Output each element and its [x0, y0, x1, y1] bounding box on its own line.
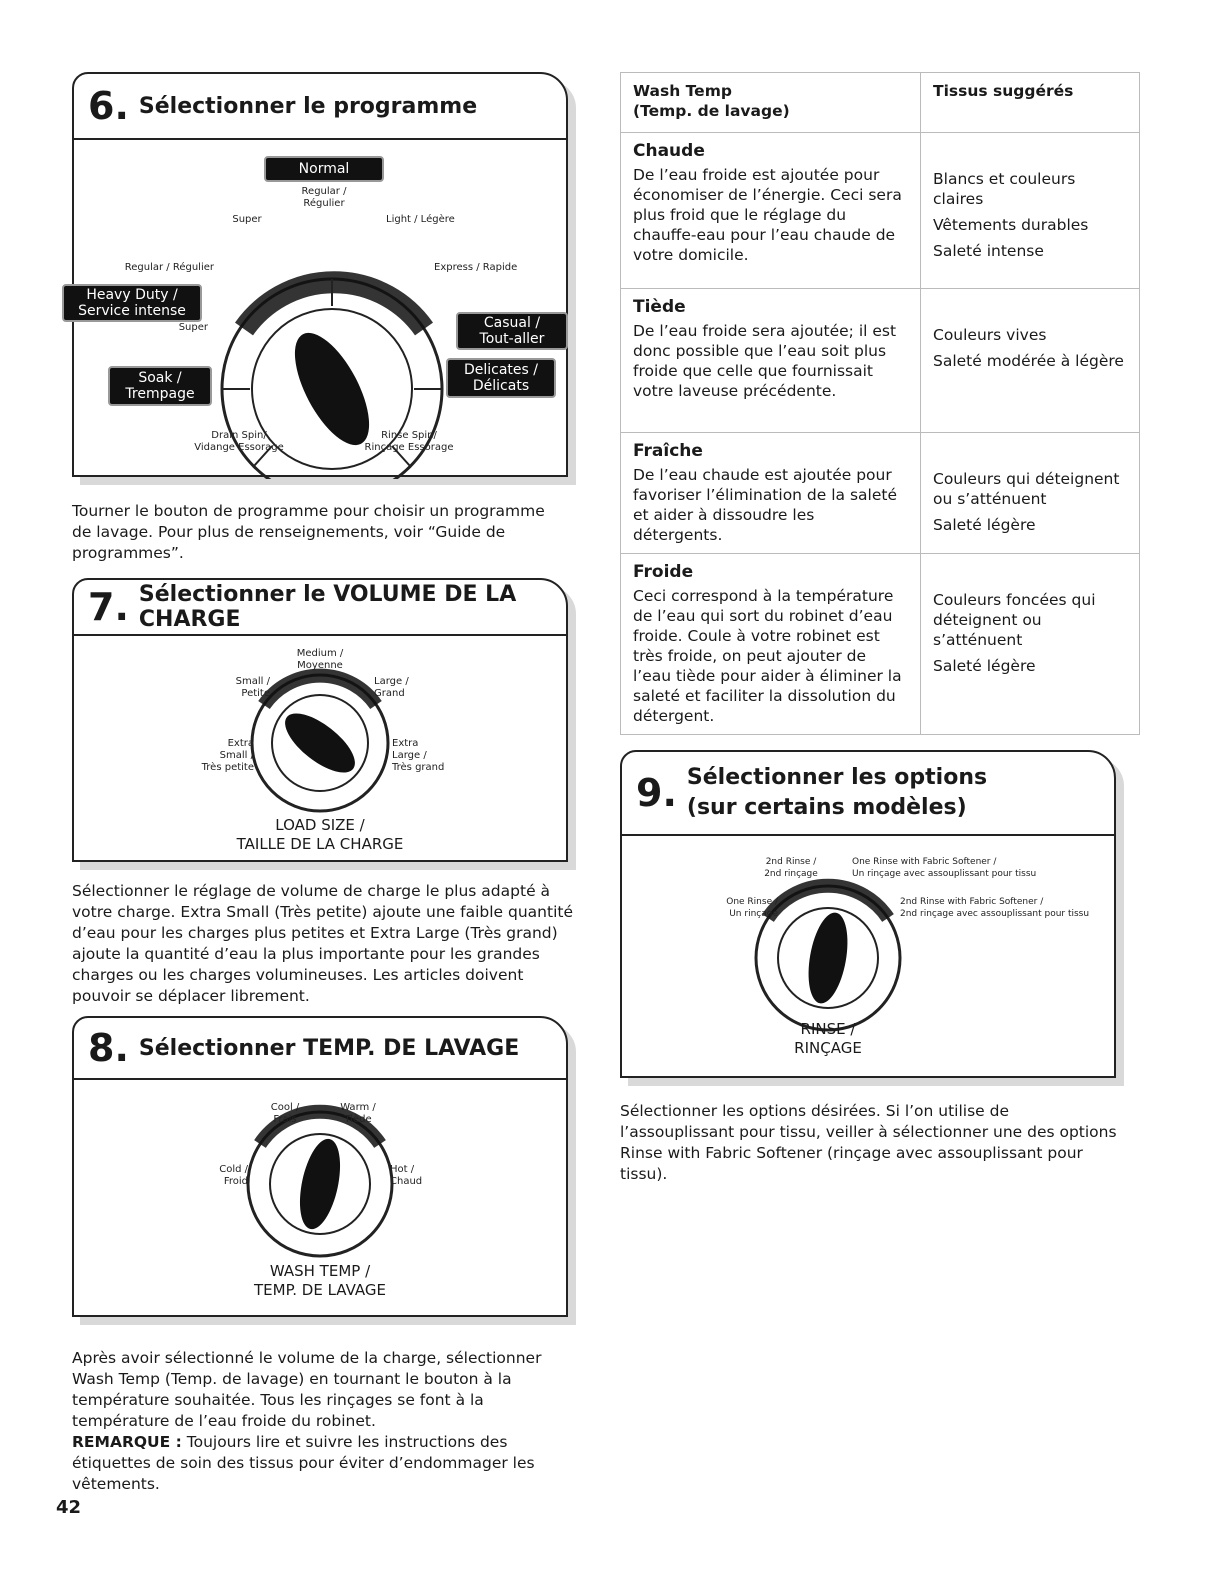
temp-cell: [621, 554, 921, 735]
step7-number: 7.: [88, 585, 129, 629]
fabric-item: Saleté légère: [933, 516, 1036, 534]
fabrics-cell: [921, 433, 1140, 554]
cycle-super-top-label: Super: [232, 214, 262, 225]
temp-cell: [621, 289, 921, 433]
step9-number: 9.: [636, 771, 677, 815]
row-title: Fraîche: [633, 441, 703, 461]
table-header-row: [621, 73, 1140, 133]
step9-description: Sélectionner les options désirées. Si l’on utilise de l’assouplissant pour tissu, veiller à sélectionner une des options Rinse with Fabric Softener (rinçage avec assouplissant pour tissu).: [620, 1102, 1117, 1183]
cycle-super-left-label: Super: [178, 322, 208, 333]
table-row: [621, 554, 1140, 735]
temp-cold-label: Cold / Froid: [219, 1164, 248, 1187]
load-small-label: Small / Petite: [235, 676, 270, 699]
step7-panel: [72, 578, 568, 862]
wash-temp-caption: WASH TEMP / TEMP. DE LAVAGE: [253, 1262, 387, 1299]
cycle-drain-spin-label: Drain Spin/ Vidange Essorage: [194, 430, 284, 453]
step7-title: Sélectionner le VOLUME DE LA CHARGE: [138, 582, 517, 632]
step6-number: 6.: [88, 84, 129, 128]
fabrics-cell: [921, 289, 1140, 433]
temp-cell: [621, 433, 921, 554]
cycle-soak-label: Soak / Trempage: [108, 366, 212, 406]
temp-cool-label: Cool / Frais: [270, 1102, 300, 1125]
step7-description: Sélectionner le réglage de volume de charge le plus adapté à votre charge. Extra Small (Très petite) ajoute une faible quantité d’eau pour les charges plus petites et Extra Large (Très grand) ajoute la quantité d’eau la plus importante pour les grandes charges ou les charges volumineuses. Les articles doivent pouvoir se déplacer librement.: [72, 882, 573, 1005]
header-wash-temp: Wash Temp (Temp. de lavage): [621, 73, 921, 133]
table-row: [621, 133, 1140, 289]
cycle-rinse-spin-label: Rinse Spin/ Rinçage Essorage: [364, 430, 454, 453]
step6-panel: [72, 72, 568, 477]
page-number: 42: [56, 1497, 82, 1518]
fabric-item: Saleté intense: [933, 242, 1044, 260]
note-label: REMARQUE :: [72, 1433, 182, 1451]
row-title: Froide: [633, 562, 694, 582]
cycle-normal-label: Normal: [264, 156, 384, 182]
step8-title: Sélectionner TEMP. DE LAVAGE: [138, 1035, 520, 1061]
row-title: Chaude: [633, 141, 705, 161]
row-title: Tiède: [633, 297, 686, 317]
step6-description: Tourner le bouton de programme pour choisir un programme de lavage. Pour plus de renseignements, voir “Guide de programmes”.: [72, 502, 545, 562]
rinse-second-fs-label: 2nd Rinse with Fabric Softener / 2nd rinçage avec assouplissant pour tissu: [900, 897, 1090, 919]
load-extra-large-label: Extra Large / Très grand: [392, 738, 445, 773]
fabric-item: Vêtements durables: [933, 216, 1089, 234]
step9-title: Sélectionner les options (sur certains modèles): [686, 765, 988, 820]
step9-panel: [620, 750, 1116, 1078]
row-description: De l’eau chaude est ajoutée pour favoriser l’élimination de la saleté et aider à dissoudre les détergents.: [633, 466, 897, 544]
rinse-second-label: 2nd Rinse / 2nd rinçage: [764, 857, 818, 879]
temp-hot-label: Hot / Chaud: [390, 1164, 423, 1187]
rinse-one-fs-label: One Rinse with Fabric Softener / Un rinçage avec assouplissant pour tissu: [852, 857, 1037, 879]
table-row: [621, 433, 1140, 554]
wash-temp-table: [620, 72, 1140, 735]
cycle-heavy-duty-label: Heavy Duty / Service intense: [62, 284, 202, 322]
load-extra-small-label: Extra Small / Très petite: [201, 738, 254, 773]
row-description: De l’eau froide sera ajoutée; il est donc possible que l’eau soit plus froide que celle que fournissait votre laveuse précédente.: [633, 322, 897, 400]
fabric-item: Saleté modérée à légère: [933, 352, 1124, 370]
fabric-item: Couleurs vives: [933, 326, 1047, 344]
fabric-item: Couleurs foncées qui déteignent ou s’atténuent: [933, 591, 1096, 649]
load-medium-label: Medium / Moyenne: [296, 648, 344, 671]
cycle-light-label: Light / Légère: [386, 214, 455, 225]
row-description: De l’eau froide est ajoutée pour économiser de l’énergie. Ceci sera plus froid que le réglage du chauffe-eau pour l’eau chaude de votre domicile.: [633, 166, 902, 264]
cycle-regular-left-label: Regular / Régulier: [124, 262, 214, 273]
step8-note: [72, 1432, 580, 1495]
rinse-caption: RINSE / RINÇAGE: [794, 1020, 862, 1057]
fabric-item: Saleté légère: [933, 657, 1036, 675]
note-text: Toujours lire et suivre les instructions des étiquettes de soin des tissus pour éviter d’endommager les vêtements.: [72, 1433, 535, 1493]
load-size-caption: LOAD SIZE / TAILLE DE LA CHARGE: [236, 816, 404, 853]
cycle-express-label: Express / Rapide: [434, 262, 518, 273]
cycle-delicates-label: Delicates / Délicats: [446, 358, 556, 398]
temp-warm-label: Warm / Tiède: [340, 1102, 376, 1125]
fabric-item: Couleurs qui déteignent ou s’atténuent: [933, 470, 1120, 508]
rinse-one-label: One Rinse / Un rinçage: [726, 897, 778, 919]
step8-number: 8.: [88, 1026, 129, 1070]
step8-description: Après avoir sélectionné le volume de la charge, sélectionner Wash Temp (Temp. de lavage) en tournant le bouton à la température souhaitée. Tous les rinçages se font à la température de l’eau froide du robinet.: [72, 1349, 542, 1430]
cycle-regular-top-label: Regular / Régulier: [301, 186, 347, 209]
load-large-label: Large / Grand: [374, 676, 409, 699]
fabrics-cell: [921, 133, 1140, 289]
fabrics-cell: [921, 554, 1140, 735]
cycle-dial-illustration: [74, 74, 570, 479]
step6-title: Sélectionner le programme: [138, 93, 478, 119]
header-fabrics: Tissus suggérés: [921, 73, 1140, 133]
temp-cell: [621, 133, 921, 289]
cycle-casual-label: Casual / Tout-aller: [456, 312, 568, 350]
row-description: Ceci correspond à la température de l’eau qui sort du robinet d’eau froide. Coule à votre robinet est très froide, on peut ajouter de l’eau tiède pour aider à éliminer la saleté et faciliter la dissolution du détergent.: [633, 587, 902, 725]
step8-panel: [72, 1016, 568, 1317]
fabric-item: Blancs et couleurs claires: [933, 170, 1076, 208]
table-row: [621, 289, 1140, 433]
